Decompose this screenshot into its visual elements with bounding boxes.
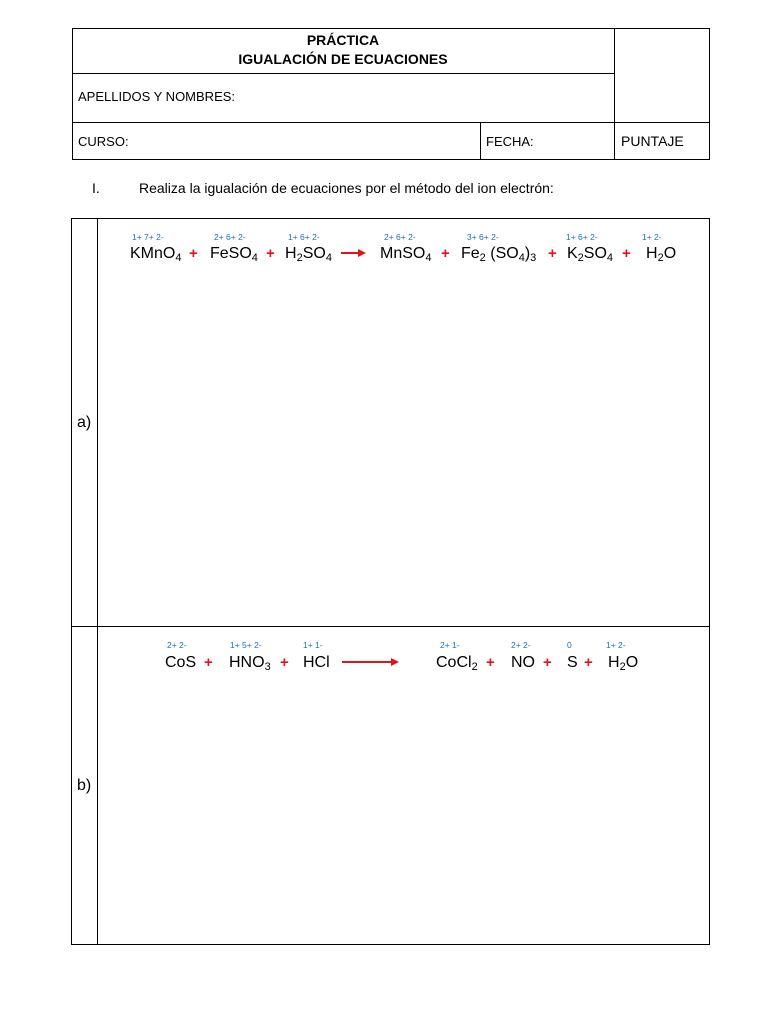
names-field-label: APELLIDOS Y NOMBRES: <box>78 89 236 104</box>
oxidation-states: 1+ 1- <box>303 640 323 650</box>
plus-sign: + <box>280 654 289 671</box>
formula-cos: CoS <box>165 654 197 671</box>
exercise-row-divider <box>71 626 710 627</box>
reaction-arrow-icon <box>342 656 400 668</box>
formula-mnso4: MnSO$_4$ <box>380 245 432 264</box>
oxidation-states: 1+ 6+ 2- <box>566 232 598 242</box>
oxidation-states: 2+ 6+ 2- <box>214 232 246 242</box>
exercise-b-label: b) <box>77 777 92 794</box>
header-divider-right <box>614 28 615 160</box>
header-divider-title <box>72 73 614 74</box>
formula-s: S <box>567 654 578 671</box>
oxidation-states: 2+ 1- <box>440 640 460 650</box>
header-divider-names <box>72 122 710 123</box>
plus-sign: + <box>204 654 213 671</box>
page-title-line2: IGUALACIÓN DE ECUACIONES <box>238 51 448 67</box>
oxidation-states: 1+ 6+ 2- <box>288 232 320 242</box>
oxidation-states: 1+ 7+ 2- <box>132 232 164 242</box>
formula-k2so4: $K_2SO_4$ <box>567 245 614 264</box>
formula-h2o: $H_2O$ <box>646 245 677 264</box>
formula-feso4: FeSO$_4$ <box>210 245 258 264</box>
formula-cocl2: CoCl$_2$ <box>436 654 478 673</box>
formula-fe2so43: $Fe_2$ $(SO_4)_3$ <box>461 245 537 264</box>
exercise-label-divider <box>97 218 98 945</box>
oxidation-states: 1+ 5+ 2- <box>230 640 262 650</box>
oxidation-states: 2+ 6+ 2- <box>384 232 416 242</box>
instruction-text: Realiza la igualación de ecuaciones por el método del ion electrón: <box>139 180 554 196</box>
score-field-label: PUNTAJE <box>621 133 684 149</box>
instruction-number: I. <box>92 180 100 196</box>
formula-no: NO <box>511 654 535 671</box>
plus-sign: + <box>622 245 631 262</box>
formula-hno3: $HNO_3$ <box>229 654 271 673</box>
plus-sign: + <box>543 654 552 671</box>
plus-sign: + <box>189 245 198 262</box>
header-divider-date <box>480 122 481 160</box>
formula-h2so4: $H_2SO_4$ <box>285 245 332 264</box>
plus-sign: + <box>266 245 275 262</box>
formula-hcl: HCl <box>303 654 330 671</box>
plus-sign: + <box>486 654 495 671</box>
plus-sign: + <box>584 654 593 671</box>
oxidation-states: 1+ 2- <box>606 640 626 650</box>
exercise-a-label: a) <box>77 414 92 431</box>
oxidation-states: 3+ 6+ 2- <box>467 232 499 242</box>
reaction-arrow-icon <box>341 247 367 259</box>
page-title-line1: PRÁCTICA <box>306 32 380 48</box>
date-field-label: FECHA: <box>486 134 534 149</box>
exercise-table <box>71 218 710 945</box>
oxidation-states: 1+ 2- <box>642 232 662 242</box>
oxidation-states: 2+ 2- <box>511 640 531 650</box>
plus-sign: + <box>548 245 557 262</box>
plus-sign: + <box>441 245 450 262</box>
oxidation-states: 2+ 2- <box>167 640 187 650</box>
formula-kmno4: KMnO$_4$ <box>130 245 182 264</box>
formula-h2o: $H_2O$ <box>608 654 639 673</box>
course-field-label: CURSO: <box>78 134 129 149</box>
oxidation-states: 0 <box>567 640 572 650</box>
